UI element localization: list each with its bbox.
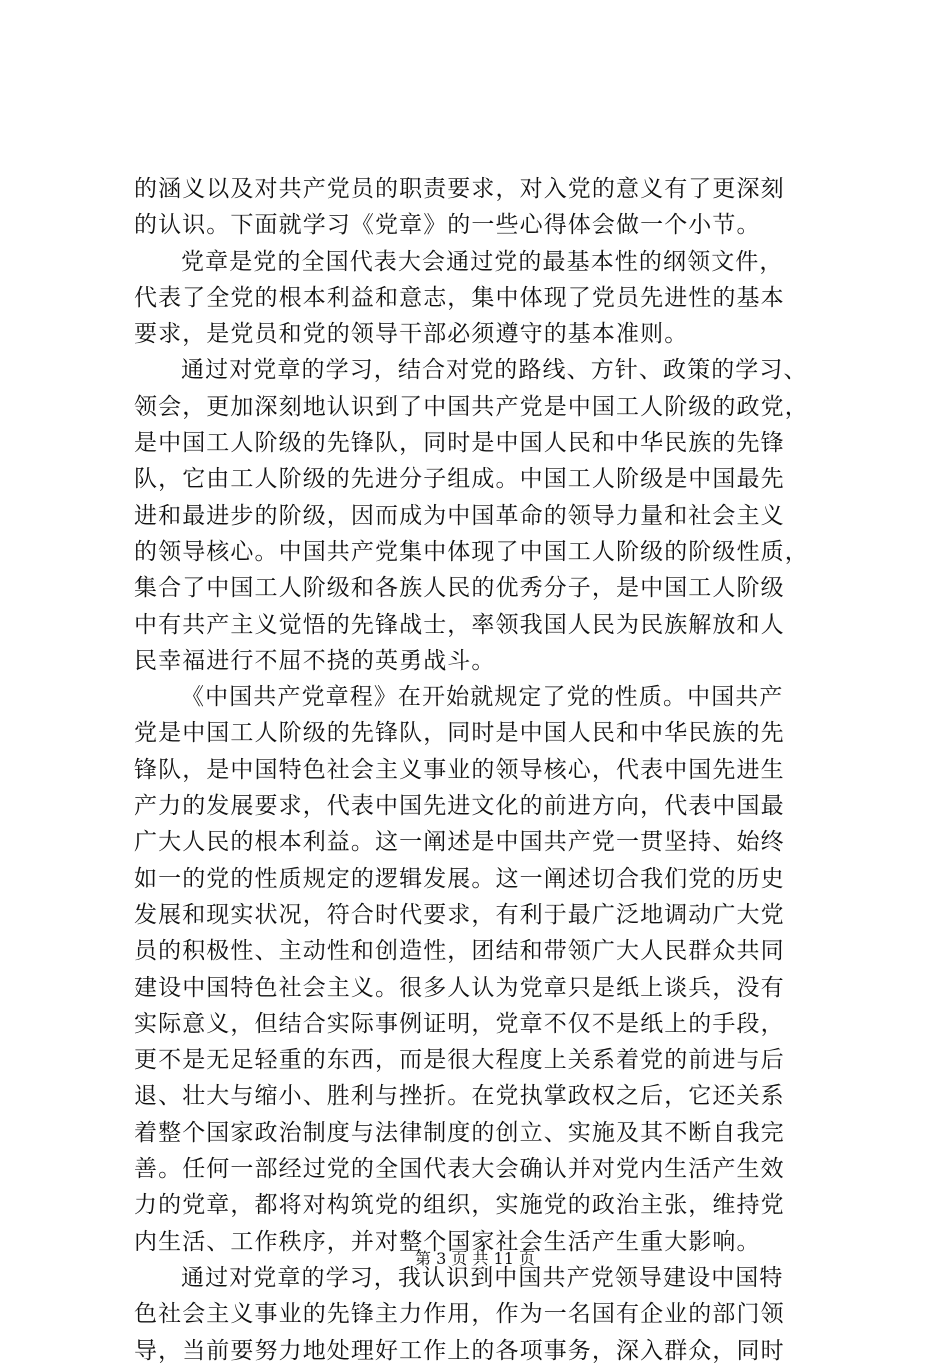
text-line: 中有共产主义觉悟的先锋战士，率领我国人民为民族解放和人 [134, 611, 785, 638]
text-line: 善。任何一部经过党的全国代表大会确认并对党内生活产生效 [134, 1156, 785, 1183]
text-line: 要求，是党员和党的领导干部必须遵守的基本准则。 [134, 321, 689, 348]
text-line: 退、壮大与缩小、胜利与挫折。在党执掌政权之后，它还关系 [134, 1083, 785, 1110]
text-line: 通过对党章的学习，结合对党的路线、方针、政策的学习、 [181, 357, 808, 384]
document-body [134, 171, 834, 1369]
text-line: 着整个国家政治制度与法律制度的创立、实施及其不断自我完 [134, 1119, 785, 1146]
text-line: 锋队，是中国特色社会主义事业的领导核心，代表中国先进生 [134, 756, 785, 783]
text-line: 的领导核心。中国共产党集中体现了中国工人阶级的阶级性质， [134, 538, 809, 565]
page-footer: 第 3 页 共 11 页 [415, 1249, 535, 1268]
text-line: 集合了中国工人阶级和各族人民的优秀分子，是中国工人阶级 [134, 575, 785, 602]
text-line: 党是中国工人阶级的先锋队，同时是中国人民和中华民族的先 [134, 720, 785, 747]
text-line: 是中国工人阶级的先锋队，同时是中国人民和中华民族的先锋 [134, 430, 785, 457]
text-line: 如一的党的性质规定的逻辑发展。这一阐述切合我们党的历史 [134, 865, 785, 892]
text-line: 实际意义，但结合实际事例证明，党章不仅不是纸上的手段， [134, 1010, 785, 1037]
text-line: 代表了全党的根本利益和意志，集中体现了党员先进性的基本 [134, 284, 785, 311]
text-line: 产力的发展要求，代表中国先进文化的前进方向，代表中国最 [134, 793, 785, 820]
text-line: 力的党章，都将对构筑党的组织，实施党的政治主张，维持党 [134, 1192, 785, 1219]
text-line: 广大人民的根本利益。这一阐述是中国共产党一贯坚持、始终 [134, 829, 785, 856]
text-line: 更不是无足轻重的东西，而是很大程度上关系着党的前进与后 [134, 1047, 785, 1074]
text-line: 的涵义以及对共产党员的职责要求，对入党的意义有了更深刻 [134, 176, 785, 202]
text-line: 党章是党的全国代表大会通过党的最基本性的纲领文件， [181, 248, 784, 275]
text-line: 建设中国特色社会主义。很多人认为党章只是纸上谈兵，没有 [134, 974, 785, 1001]
text-line: 内生活、工作秩序，并对整个国家社会生活产生重大影响。 [134, 1228, 761, 1255]
text-line: 《中国共产党章程》在开始就规定了党的性质。中国共产 [181, 684, 784, 711]
text-line: 的认识。下面就学习《党章》的一些心得体会做一个小节。 [134, 212, 761, 239]
text-line: 员的积极性、主动性和创造性，团结和带领广大人民群众共同 [134, 938, 785, 965]
text-line: 队，它由工人阶级的先进分子组成。中国工人阶级是中国最先 [134, 466, 785, 493]
text-line: 发展和现实状况，符合时代要求，有利于最广泛地调动广大党 [134, 901, 785, 928]
text-line: 领会，更加深刻地认识到了中国共产党是中国工人阶级的政党， [134, 393, 809, 420]
text-line: 通过对党章的学习，我认识到中国共产党领导建设中国特 [181, 1264, 784, 1291]
text-line: 色社会主义事业的先锋主力作用，作为一名国有企业的部门领 [134, 1301, 785, 1328]
text-line: 进和最进步的阶级，因而成为中国革命的领导力量和社会主义 [134, 502, 785, 529]
text-line: 导，当前要努力地处理好工作上的各项事务，深入群众，同时 [134, 1337, 785, 1364]
text-line: 民幸福进行不屈不挠的英勇战斗。 [134, 647, 496, 674]
